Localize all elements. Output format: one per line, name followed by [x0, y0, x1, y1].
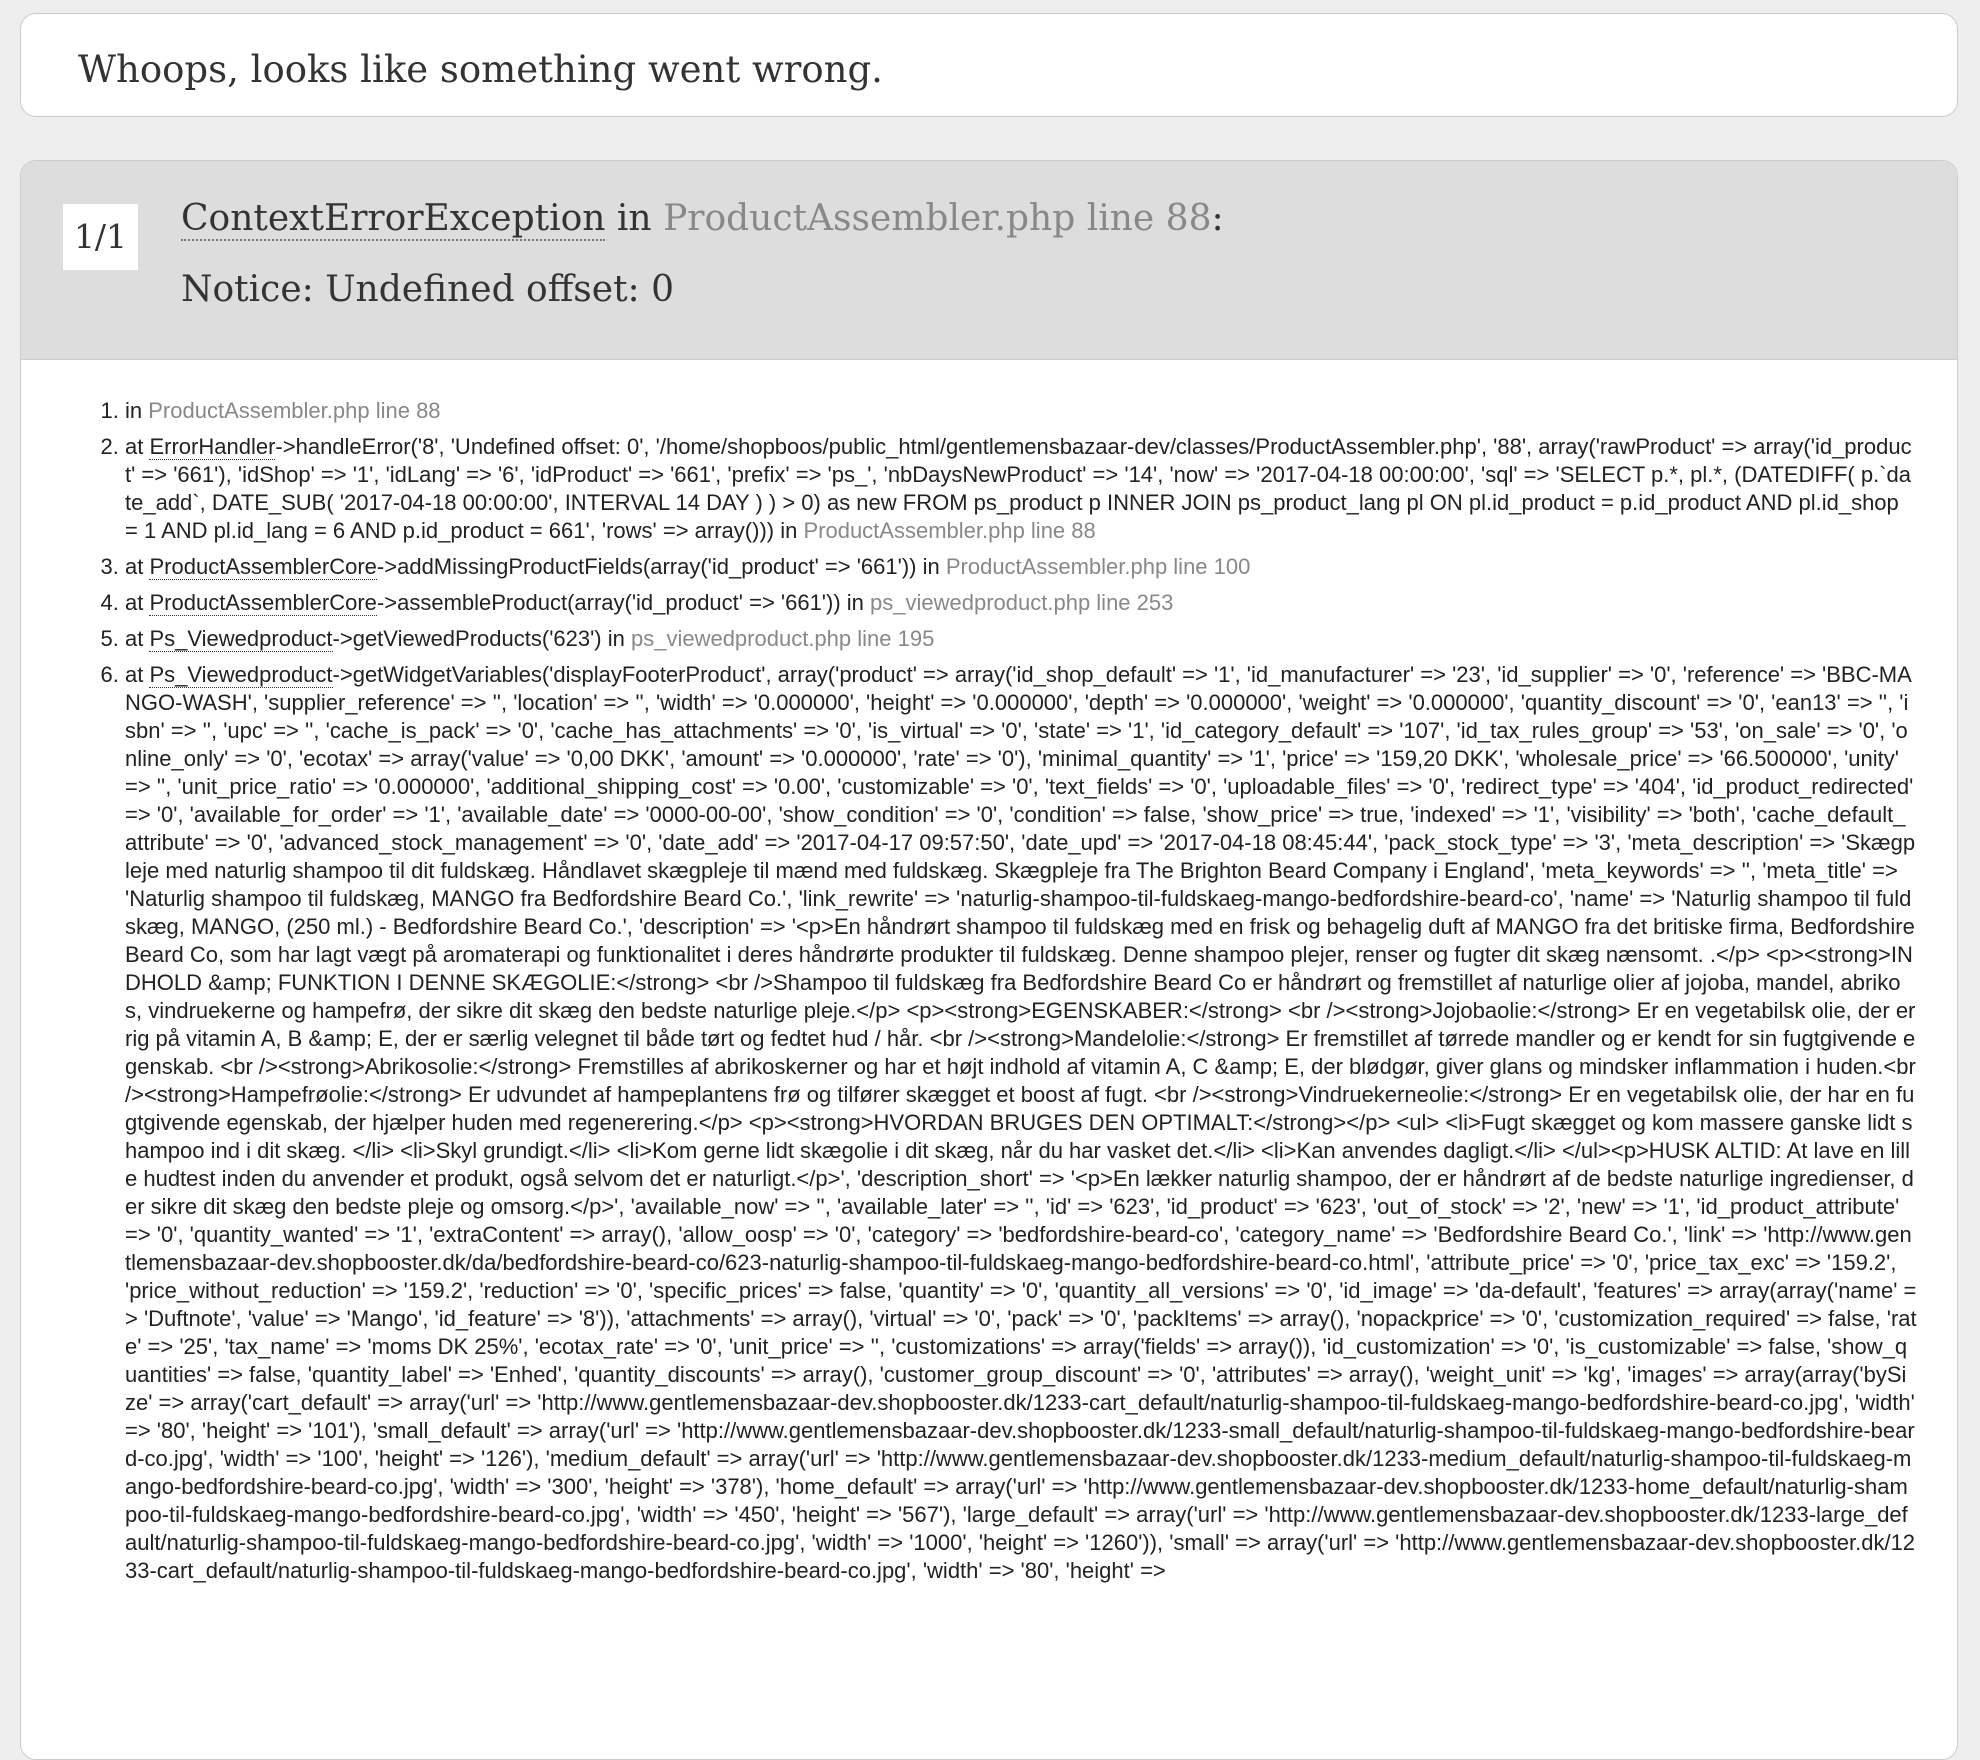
- trace-item: [125, 661, 1917, 1585]
- trace-call: ->assembleProduct(array('id_product' => '661')): [376, 590, 841, 615]
- trace-call: ->handleError('8', 'Undefined offset: 0', '/home/shopboos/public_html/gentlemensbazaar-dev/classes/ProductAssembler.php', '88', array('rawProduct' => array('id_product' => '661'), 'idShop' => '1', 'idLang' => '6', 'idProduct' => '661', 'prefix' => 'ps_', 'nbDaysNewProduct' => '14', 'now' => '2017-04-18 00:00:00', 'sql' => 'SELECT p.*, pl.*, (DATEDIFF( p.`date_add`, DATE_SUB( '2017-04-18 00:00:00', INTERVAL 14 DAY ) ) > 0) as new FROM ps_product p INNER JOIN ps_product_lang pl ON pl.id_product = p.id_product AND pl.id_shop = 1 AND pl.id_lang = 6 AND p.id_product = 661', 'rows' => array())): [125, 434, 1912, 543]
- trace-in-word: in: [601, 626, 631, 651]
- trace-file: ps_viewedproduct.php line 195: [630, 626, 935, 651]
- trace-in-word: in: [916, 554, 946, 579]
- trace-prefix: at: [125, 554, 144, 579]
- exception-panel: [20, 160, 1958, 1760]
- trace-call: ->addMissingProductFields(array('id_product' => '661')): [376, 554, 917, 579]
- trace-item: [125, 433, 1917, 545]
- trace-call: ->getViewedProducts('623'): [332, 626, 602, 651]
- exception-class[interactable]: ContextErrorException: [181, 198, 606, 239]
- trace-prefix: in: [125, 398, 143, 423]
- exception-message: Notice: Undefined offset: 0: [181, 269, 675, 310]
- exception-counter: 1/1: [63, 204, 138, 270]
- trace-class[interactable]: Ps_Viewedproduct: [149, 626, 333, 651]
- exception-in-word: in: [616, 198, 652, 239]
- trace-file: ProductAssembler.php line 88: [803, 518, 1096, 543]
- exception-header: [21, 161, 1957, 360]
- trace-file: ProductAssembler.php line 88: [148, 398, 441, 423]
- trace-class[interactable]: ProductAssemblerCore: [149, 554, 377, 579]
- trace-prefix: at: [125, 662, 144, 687]
- trace-in-word: in: [774, 518, 804, 543]
- trace-item: [125, 625, 1917, 653]
- trace-in-word: in: [840, 590, 871, 615]
- trace-class[interactable]: ProductAssemblerCore: [149, 590, 377, 615]
- trace-item: [125, 397, 1917, 425]
- trace-call: ->getWidgetVariables('displayFooterProduct', array('product' => array('id_shop_default' => '1', 'id_manufacturer' => '23', 'id_supplier' => '0', 'reference' => 'BBC-MANGO-WASH', 'supplier_reference' => '', 'location' => '', 'width' => '0.000000', 'height' => '0.000000', 'depth' => '0.000000', 'weight' => '0.000000', 'quantity_discount' => '0', 'ean13' => '', 'isbn' => '', 'upc' => '', 'cache_is_pack' => '0', 'cache_has_attachments' => '0', 'is_virtual' => '0', 'state' => '1', 'id_category_default' => '107', 'id_tax_rules_group' => '53', 'on_sale' => '0', 'online_only' => '0', 'ecotax' => array('value' => '0,00 DKK', 'amount' => '0.000000', 'rate' => '0'), 'minimal_quantity' => '1', 'price' => '159,20 DKK', 'wholesale_price' => '66.500000', 'unity' => '', 'unit_price_ratio' => '0.000000', 'additional_shipping_cost' => '0.00', 'customizable' => '0', 'text_fields' => '0', 'uploadable_files' => '0', 'redirect_type' => '404', 'id_product_redirected' => '0', 'available_for_order' => '1', 'available_date' => '0000-00-00', 'show_condition' => '0', 'condition' => false, 'show_price' => true, 'indexed' => '1', 'visibility' => 'both', 'cache_default_attribute' => '0', 'advanced_stock_management' => '0', 'date_add' => '2017-04-17 09:57:50', 'date_upd' => '2017-04-18 08:45:44', 'pack_stock_type' => '3', 'meta_description' => 'Skægpleje med naturlig shampoo til dit fuldskæg. Håndlavet skægpleje til mænd med fuldskæg. Skægpleje fra The Brighton Beard Company i England', 'meta_keywords' => '', 'meta_title' => 'Naturlig shampoo til fuldskæg, MANGO fra Bedfordshire Beard Co.', 'link_rewrite' => 'naturlig-shampoo-til-fuldskaeg-mango-bedfordshire-beard-co', 'name' => 'Naturlig shampoo til fuldskæg, MANGO, (250 ml.) - Bedfordshire Beard Co.', 'description' => '<p>En håndrørt shampoo til fuldskæg med en frisk og behagelig duft af MANGO fra det britiske firma, Bedfordshire Beard Co, som har lagt vægt på aromaterapi og funktionalitet i deres håndrørte produkter til fuldskæg. Denne shampoo plejer, renser og fugter dit skæg nænsomt. .</p> <p><strong>INDHOLD &amp; FUNKTION I DENNE SKÆGOLIE:</strong> <br />Shampoo til fuldskæg fra Bedfordshire Beard Co er håndrørt og fremstillet af naturlige olier af jojoba, mandel, abrikos, vindruekerne og hampefrø, der sikre dit skæg den bedste naturlige pleje.</p> <p><strong>EGENSKABER:</strong> <br /><strong>Jojobaolie:</strong> Er en vegetabilsk olie, der er rig på vitamin A, B &amp; E, der er særlig velegnet til både tørt og fedtet hud / hår. <br /><strong>Mandelolie:</strong> Er fremstillet af tørrede mandler og er kendt for sin fugtgivende egenskab. <br /><strong>Abrikosolie:</strong> Fremstilles af abrikoskerner og har et højt indhold af vitamin A, C &amp; E, der blødgør, giver glans og mindsker inflammation i huden.<br /><strong>Hampefrøolie:</strong> Er udvundet af hampeplantens frø og tilfører skægget et boost af fugt. <br /><strong>Vindruekerneolie:</strong> Er en vegetabilsk olie, der har en fugtgivende egenskab, der hjælper huden med regenerering.</p> <p><strong>HVORDAN BRUGES DEN OPTIMALT:</strong></p> <ul> <li>Fugt skægget og kom massere ganske lidt shampoo ind i dit skæg. </li> <li>Skyl grundigt.</li> <li>Kom gerne lidt skægolie i dit skæg, når du har vasket det.</li> <li>Kan anvendes dagligt.</li> </ul><p>HUSK ALTID: At lave en lille hudtest inden du anvender et produkt, også selvom det er naturligt.</p>', 'description_short' => '<p>En lækker naturlig shampoo, der er håndrørt af de bedste naturlige ingredienser, der sikre dit skæg den bedste pleje og omsorg.</p>', 'available_now' => '', 'available_later' => '', 'id' => '623', 'id_product' => '623', 'out_of_stock' => '2', 'new' => '1', 'id_product_attribute' => '0', 'quantity_wanted' => '1', 'extraContent' => array(), 'allow_oosp' => '0', 'category' => 'bedfordshire-beard-co', 'category_name' => 'Bedfordshire Beard Co.', 'link' => 'http://www.gentlemensbazaar-dev.shopbooster.dk/da/bedfordshire-beard-co/623-naturlig-shampoo-til-fuldskaeg-mango-bedfordshire-beard-co.html', 'attribute_price' => '0', 'price_tax_exc' => '159.2', 'price_without_reduction' => '159.2', 'reduction' => '0', 'specific_prices' => false, 'quantity' => '0', 'quantity_all_versions' => '0', 'id_image' => 'da-default', 'features' => array(array('name' => 'Duftnote', 'value' => 'Mango', 'id_feature' => '8')), 'attachments' => array(), 'virtual' => '0', 'pack' => '0', 'packItems' => array(), 'nopackprice' => '0', 'customization_required' => false, 'rate' => '25', 'tax_name' => 'moms DK 25%', 'ecotax_rate' => '0', 'unit_price' => '', 'customizations' => array('fields' => array()), 'id_customization' => '0', 'is_customizable' => false, 'show_quantities' => false, 'quantity_label' => 'Enhed', 'quantity_discounts' => array(), 'customer_group_discount' => '0', 'attributes' => array(), 'weight_unit' => 'kg', 'images' => array(array('bySize' => array('cart_default' => array('url' => 'http://www.gentlemensbazaar-dev.shopbooster.dk/1233-cart_default/naturlig-shampoo-til-fuldskaeg-mango-bedfordshire-beard-co.jpg', 'width' => '80', 'height' => '101'), 'small_default' => array('url' => 'http://www.gentlemensbazaar-dev.shopbooster.dk/1233-small_default/naturlig-shampoo-til-fuldskaeg-mango-bedfordshire-beard-co.jpg', 'width' => '100', 'height' => '126'), 'medium_default' => array('url' => 'http://www.gentlemensbazaar-dev.shopbooster.dk/1233-medium_default/naturlig-shampoo-til-fuldskaeg-mango-bedfordshire-beard-co.jpg', 'width' => '300', 'height' => '378'), 'home_default' => array('url' => 'http://www.gentlemensbazaar-dev.shopbooster.dk/1233-home_default/naturlig-shampoo-til-fuldskaeg-mango-bedfordshire-beard-co.jpg', 'width' => '450', 'height' => '567'), 'large_default' => array('url' => 'http://www.gentlemensbazaar-dev.shopbooster.dk/1233-large_default/naturlig-shampoo-til-fuldskaeg-mango-bedfordshire-beard-co.jpg', 'width' => '1000', 'height' => '1260')), 'small' => array('url' => 'http://www.gentlemensbazaar-dev.shopbooster.dk/1233-cart_default/naturlig-shampoo-til-fuldskaeg-mango-bedfordshire-beard-co.jpg', 'width' => '80', 'height' =>: [125, 662, 1917, 1583]
- trace-item: [125, 553, 1917, 581]
- page-title: Whoops, looks like something went wrong.: [78, 48, 883, 91]
- exception-title: [181, 198, 1224, 239]
- trace-prefix: at: [125, 590, 144, 615]
- title-box: [20, 13, 1958, 117]
- exception-colon: :: [1211, 198, 1224, 239]
- stack-trace: [21, 361, 1917, 1593]
- trace-prefix: at: [125, 434, 144, 459]
- trace-item: [125, 589, 1917, 617]
- trace-file: ps_viewedproduct.php line 253: [870, 590, 1174, 615]
- trace-class[interactable]: ErrorHandler: [149, 434, 276, 459]
- exception-location: ProductAssembler.php line 88: [663, 198, 1212, 239]
- trace-prefix: at: [125, 626, 144, 651]
- trace-file: ProductAssembler.php line 100: [945, 554, 1251, 579]
- trace-class[interactable]: Ps_Viewedproduct: [149, 662, 333, 687]
